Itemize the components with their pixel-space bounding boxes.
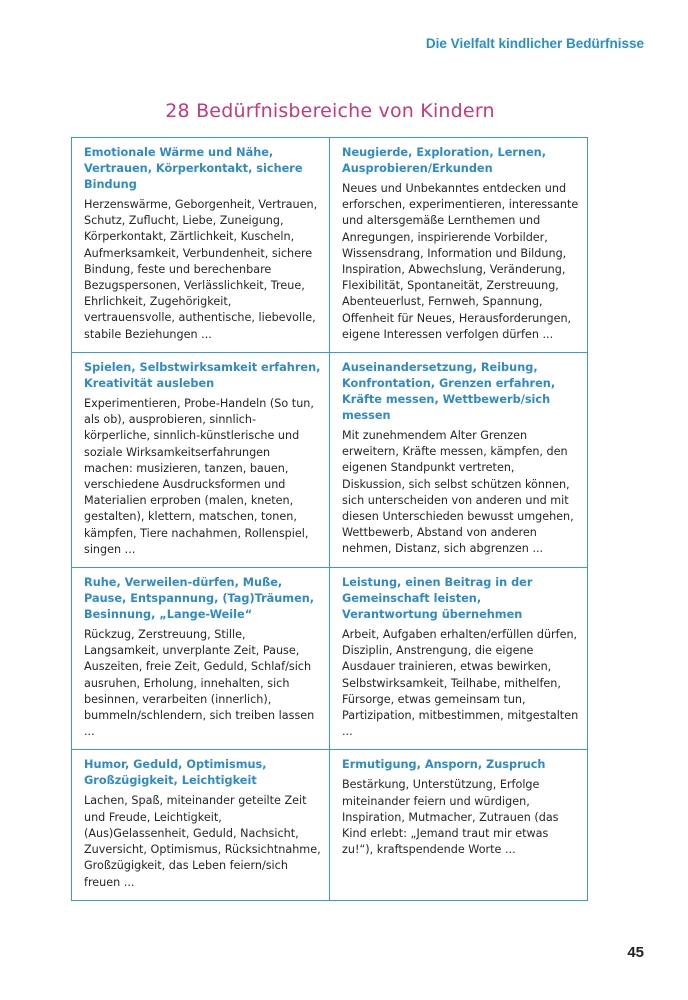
- cell-text: Bestärkung, Unterstützung, Erfolge miteinander feiern und würdigen, Inspiration, Mutmacher, Zutrauen (das Kind erlebt: „Jemand traut mir etwas zu!“), kraftspendende Worte ...: [342, 778, 559, 857]
- cell-title: Ermutigung, Ansporn, Zuspruch: [342, 758, 546, 772]
- table-row: [72, 138, 588, 353]
- cell-title: Auseinandersetzung, Reibung, Konfrontation, Grenzen erfahren, Kräfte messen, Wettbewerb/sich messen: [342, 361, 556, 423]
- cell-text: Lachen, Spaß, miteinander geteilte Zeit und Freude, Leichtigkeit, (Aus)Gelassenheit, Geduld, Nachsicht, Zuversicht, Optimismus, Rücksichtnahme, Großzügigkeit, das Leben feiern/sich freuen ...: [84, 794, 321, 889]
- running-head: Die Vielfalt kindlicher Bedürfnisse: [425, 36, 644, 51]
- table-cell: [72, 353, 330, 568]
- cell-text: Experimentieren, Probe-Handeln (So tun, als ob), ausprobieren, sinnlich-körperliche, sinnlich-künstlerische und soziale Wirksamkeitserfahrungen machen: musizieren, tanzen, bauen, verschiedene Ausdrucksformen und Materialien erproben (malen, kneten, gestalten), klettern, matschen, tonen, kämpfen, Tiere nachahmen, Rollenspiel, singen ...: [84, 397, 314, 556]
- table-cell: [330, 750, 588, 900]
- cell-title: Ruhe, Verweilen-dürfen, Muße, Pause, Entspannung, (Tag)Träumen, Besinnung, „Lange-Weile“: [84, 576, 315, 622]
- cell-text: Neues und Unbekanntes entdecken und erforschen, experimentieren, interessante und altersgemäße Lernthemen und Anregungen, inspirierende Vorbilder, Wissensdrang, Information und Bildung, Inspiration, Abwechslung, Veränderung, Flexibilität, Spontaneität, Zerstreuung, Abenteuerlust, Fernweh, Spannung, Offenheit für Neues, Herausforderungen, eigene Interessen verfolgen dürfen ...: [342, 182, 579, 341]
- cell-title: Humor, Geduld, Optimismus, Großzügigkeit, Leichtigkeit: [84, 758, 267, 788]
- table-cell: [330, 138, 588, 353]
- cell-text: Mit zunehmendem Alter Grenzen erweitern, Kräfte messen, kämpfen, den eigenen Standpunkt vertreten, Diskussion, sich selbst schützen können, sich unterscheiden von anderen und mit diesen Unterschieden bewusst umgehen, Wettbewerb, Abstand von anderen nehmen, Distanz, sich abgrenzen ...: [342, 429, 574, 556]
- table-cell: [72, 750, 330, 900]
- table-cell: [72, 138, 330, 353]
- cell-title: Neugierde, Exploration, Lernen, Ausprobieren/Erkunden: [342, 146, 547, 175]
- table-row: [72, 568, 588, 750]
- cell-text: Rückzug, Zerstreuung, Stille, Langsamkeit, unverplante Zeit, Pause, Auszeiten, freie Zeit, Geduld, Schlaf/sich ausruhen, Erholung, innehalten, sich besinnen, verarbeiten (innerlich), bummeln/schlendern, sich treiben lassen ...: [84, 628, 315, 739]
- cell-title: Leistung, einen Beitrag in der Gemeinschaft leisten, Verantwortung übernehmen: [342, 576, 533, 622]
- needs-table: [71, 137, 588, 901]
- table-row: [72, 750, 588, 900]
- cell-text: Herzenswärme, Geborgenheit, Vertrauen, Schutz, Zuflucht, Liebe, Zuneigung, Körperkontakt, Zärtlichkeit, Kuscheln, Aufmerksamkeit, Verbundenheit, sichere Bindung, feste und berechenbare Bezugspersonen, Verlässlichkeit, Treue, Ehrlichkeit, Zugehörigkeit, vertrauensvolle, authentische, liebevolle, stabile Beziehungen ...: [84, 198, 318, 341]
- table-cell: [330, 568, 588, 750]
- table-cell: [330, 353, 588, 568]
- table-row: [72, 353, 588, 568]
- cell-title: Emotionale Wärme und Nähe, Vertrauen, Körperkontakt, sichere Bindung: [84, 146, 303, 191]
- table-cell: [72, 568, 330, 750]
- cell-text: Arbeit, Aufgaben erhalten/erfüllen dürfen, Disziplin, Anstrengung, die eigene Ausdauer trainieren, etwas bewirken, Selbstwirksamkeit, Teilhabe, mithelfen, Fürsorge, etwas gemeinsam tun, Partizipation, mitbestimmen, mitgestalten ...: [342, 628, 579, 739]
- cell-title: Spielen, Selbstwirksamkeit erfahren, Kreativität ausleben: [84, 361, 321, 391]
- page-title: 28 Bedürfnisbereiche von Kindern: [165, 100, 495, 122]
- page-number: 45: [627, 944, 644, 961]
